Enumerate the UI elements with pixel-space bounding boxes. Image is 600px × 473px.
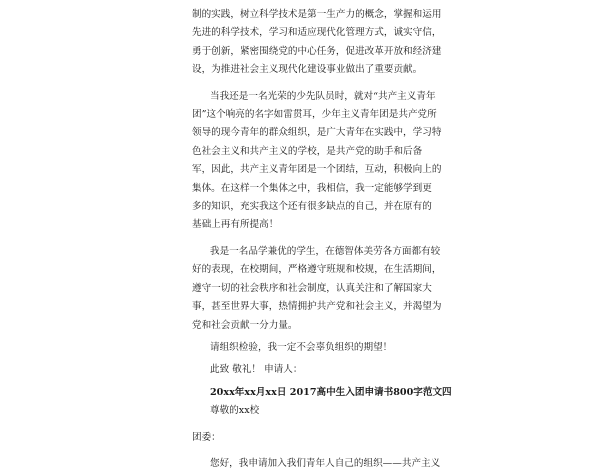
text-line: 当我还是一名光荣的少先队员时，就对“共产主义青年 [210, 90, 436, 102]
text-line: 事，甚至世界大事，热情拥护共产党和社会主义，并渴望为 [192, 301, 442, 313]
text-line: 领导的现今青年的群众组织，是广大青年在实践中，学习特 [192, 127, 442, 139]
text-line: 好的表现，在校期间，严格遵守班规和校规，在生活期间， [192, 264, 442, 276]
text-line: 20xx年xx月xx日 2017高中生入团申请书800字范文四 [210, 386, 452, 398]
text-line: 先进的科学技术，学习和适应现代化管理方式，诚实守信， [192, 27, 442, 39]
text-line: 制的实践，树立科学技术是第一生产力的概念，掌握和运用 [192, 9, 442, 20]
text-line: 请组织检验，我一定不会辜负组织的期望！ [210, 341, 393, 353]
paragraph-2 [192, 88, 442, 235]
text-line: 集体。在这样一个集体之中，我相信，我一定能够学到更 [192, 182, 432, 194]
text-line: 此致 敬礼！ 申请人： [210, 364, 303, 376]
paragraph-1 [192, 6, 442, 80]
text-line: 基础上再有所提高！ [192, 219, 279, 231]
text-line: 勇于创新，紧密围绕党的中心任务，促进改革开放和经济建 [192, 45, 442, 57]
text-line: 您好，我申请加入我们青年人自己的组织——共产主义 [210, 457, 441, 469]
text-line: 我是一名品学兼优的学生，在德智体美劳各方面都有较 [210, 245, 441, 257]
recipient-line [192, 429, 420, 447]
text-line: 军，因此，共产主义青年团是一个团结，互动，积极向上的 [192, 164, 442, 176]
document-page [192, 6, 452, 473]
text-line: 团”这个响亮的名字如雷贯耳，少年主义青年团是共产党所 [192, 109, 437, 121]
date-and-next-title [192, 384, 452, 421]
text-line: 党和社会贡献一分力量。 [192, 319, 298, 331]
text-line: 遵守一切的社会秩序和社会制度，认真关注和了解国家大 [192, 282, 432, 294]
text-line: 团委： [192, 431, 221, 443]
text-line: 色社会主义和共产主义的学校，是共产党的助手和后备 [192, 145, 423, 157]
closing-salutation [192, 361, 420, 379]
text-line: 多的知识，充实我这个还有很多缺点的自己，并在原有的 [192, 201, 432, 213]
text-line: 设，为推进社会主义现代化建设事业做出了重要贡献。 [192, 64, 423, 76]
text-line: 尊敬的xx校 [210, 405, 260, 417]
paragraph-3 [192, 243, 442, 335]
paragraph-4 [192, 339, 420, 357]
greeting-paragraph [192, 455, 441, 473]
